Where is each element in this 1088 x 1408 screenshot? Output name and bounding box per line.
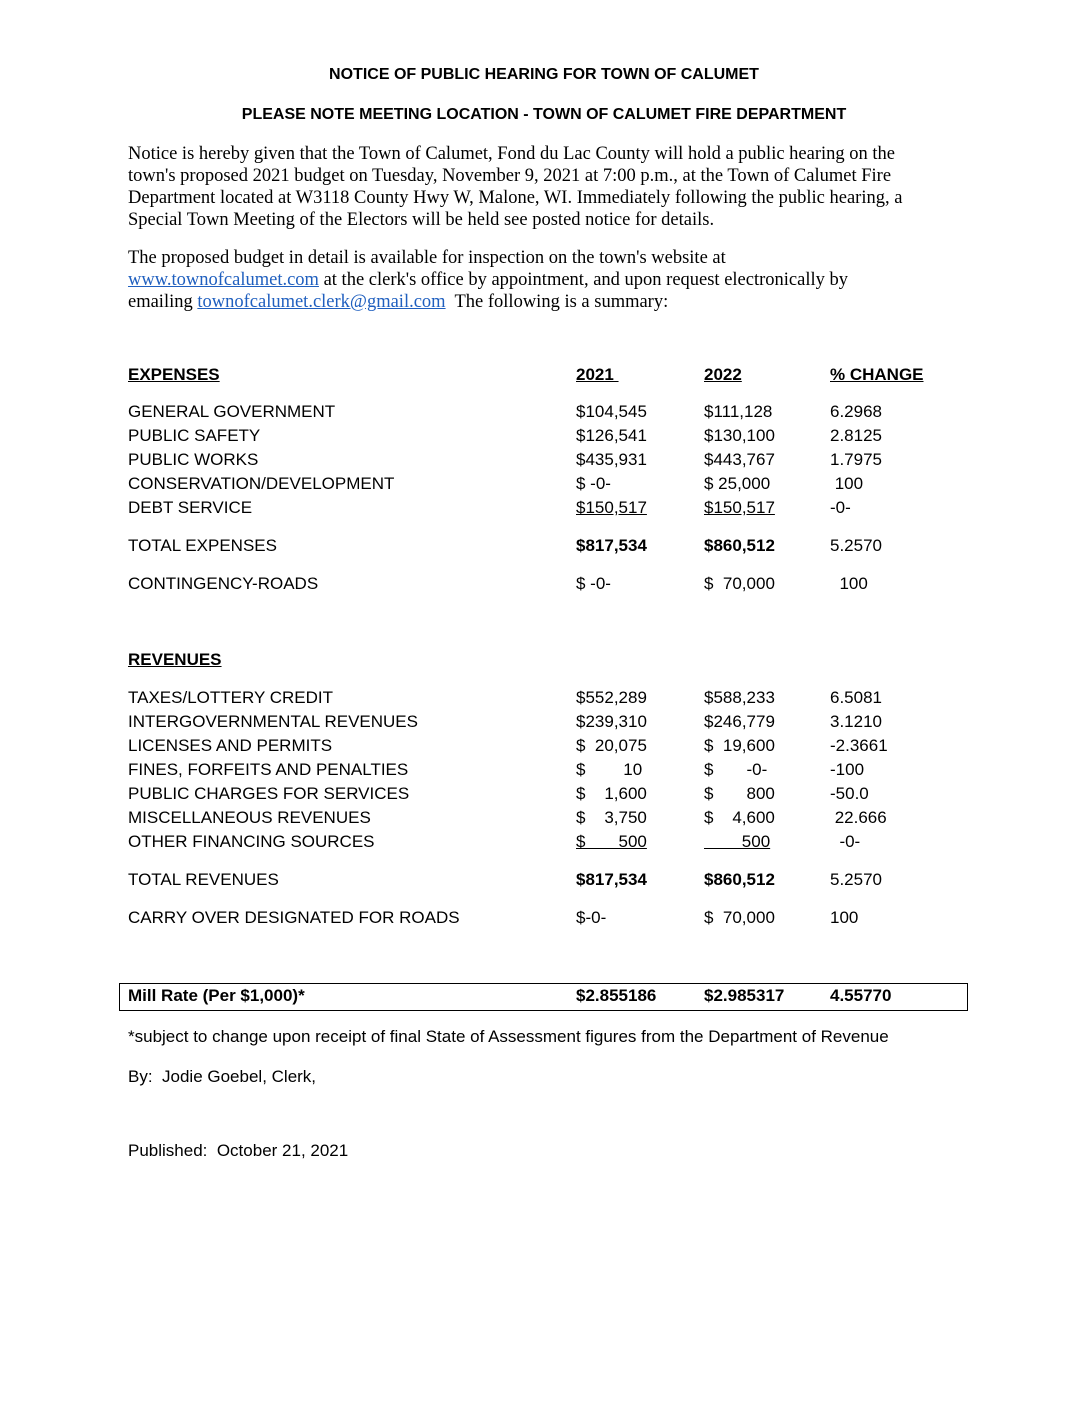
row-label: FINES, FORFEITS AND PENALTIES bbox=[128, 760, 409, 779]
value-2021: $552,289 bbox=[576, 688, 647, 707]
value-2021: $239,310 bbox=[576, 712, 647, 731]
value-2022: $443,767 bbox=[704, 450, 775, 469]
percent-change: 100 bbox=[830, 574, 868, 593]
table-row bbox=[0, 736, 1088, 758]
row-label: PUBLIC SAFETY bbox=[128, 426, 261, 445]
carry-over-row bbox=[0, 908, 1088, 930]
table-row bbox=[0, 450, 1088, 472]
table-row bbox=[0, 808, 1088, 830]
revenues-header-row bbox=[0, 650, 1088, 672]
total-revenues-row bbox=[0, 870, 1088, 892]
notice-paragraph bbox=[128, 143, 968, 231]
website-link[interactable]: www.townofcalumet.com bbox=[128, 270, 319, 290]
table-row bbox=[0, 760, 1088, 782]
row-label: PUBLIC WORKS bbox=[128, 450, 259, 469]
notice-subtitle: PLEASE NOTE MEETING LOCATION - TOWN OF CALUMET FIRE DEPARTMENT bbox=[241, 106, 847, 123]
percent-change: -50.0 bbox=[830, 784, 869, 803]
value-2022: 500 bbox=[704, 832, 771, 851]
table-row bbox=[0, 688, 1088, 710]
value-2022: $ -0- bbox=[704, 760, 768, 779]
mill-rate-2021: $2.855186 bbox=[576, 986, 657, 1005]
availability-text: at the clerk's office by appointment, and upon request electronically by bbox=[318, 270, 848, 290]
value-2022: $111,128 bbox=[704, 402, 773, 421]
expenses-header-row bbox=[0, 365, 1088, 387]
summary-text: The following is a summary: bbox=[445, 292, 669, 312]
percent-change: 100 bbox=[830, 474, 864, 493]
value-2022: $130,100 bbox=[704, 426, 775, 445]
table-row bbox=[0, 784, 1088, 806]
footnote: *subject to change upon receipt of final State of Assessment figures from the Department of Revenue bbox=[128, 1027, 889, 1046]
col-2021-heading: 2021 bbox=[576, 365, 619, 384]
percent-change: 1.7975 bbox=[830, 450, 882, 469]
notice-line: Notice is hereby given that the Town of Calumet, Fond du Lac County will hold a public hearing on the bbox=[128, 144, 895, 164]
value-2022: $860,512 bbox=[704, 870, 775, 889]
notice-title: NOTICE OF PUBLIC HEARING FOR TOWN OF CALUMET bbox=[329, 66, 759, 83]
value-2021: $ 20,075 bbox=[576, 736, 647, 755]
row-label: PUBLIC CHARGES FOR SERVICES bbox=[128, 784, 410, 803]
percent-change: -0- bbox=[830, 498, 851, 517]
value-2021: $817,534 bbox=[576, 870, 647, 889]
value-2021: $817,534 bbox=[576, 536, 647, 555]
percent-change: 2.8125 bbox=[830, 426, 882, 445]
value-2022: $ 70,000 bbox=[704, 908, 775, 927]
table-row bbox=[0, 712, 1088, 734]
value-2022: $ 800 bbox=[704, 784, 775, 803]
value-2022: $ 25,000 bbox=[704, 474, 771, 493]
percent-change: 6.5081 bbox=[830, 688, 882, 707]
value-2021: $ 10 bbox=[576, 760, 643, 779]
value-2021: $ 500 bbox=[576, 832, 647, 851]
percent-change: -0- bbox=[830, 832, 861, 851]
row-label: LICENSES AND PERMITS bbox=[128, 736, 333, 755]
total-expenses-row bbox=[0, 536, 1088, 558]
percent-change: 5.2570 bbox=[830, 536, 882, 555]
value-2021: $126,541 bbox=[576, 426, 647, 445]
value-2022: $246,779 bbox=[704, 712, 775, 731]
value-2021: $ -0- bbox=[576, 474, 611, 493]
value-2022: $150,517 bbox=[704, 498, 775, 517]
table-row bbox=[0, 474, 1088, 496]
availability-line: The proposed budget in detail is available for inspection on the town's website at bbox=[128, 248, 726, 268]
row-label: CONTINGENCY-ROADS bbox=[128, 574, 319, 593]
row-label: CONSERVATION/DEVELOPMENT bbox=[128, 474, 395, 493]
value-2021: $ 1,600 bbox=[576, 784, 647, 803]
notice-line: Special Town Meeting of the Electors will be held see posted notice for details. bbox=[128, 210, 715, 230]
row-label: TAXES/LOTTERY CREDIT bbox=[128, 688, 333, 707]
table-row bbox=[0, 402, 1088, 424]
table-row bbox=[0, 426, 1088, 448]
value-2022: $ 4,600 bbox=[704, 808, 775, 827]
percent-change: 6.2968 bbox=[830, 402, 882, 421]
availability-line-3 bbox=[128, 291, 968, 313]
mill-rate-change: 4.55770 bbox=[830, 986, 892, 1005]
value-2022: $860,512 bbox=[704, 536, 775, 555]
row-label: OTHER FINANCING SOURCES bbox=[128, 832, 375, 851]
percent-change: 22.666 bbox=[830, 808, 887, 827]
row-label: TOTAL REVENUES bbox=[128, 870, 279, 889]
row-label: GENERAL GOVERNMENT bbox=[128, 402, 336, 421]
mill-rate-label: Mill Rate (Per $1,000)* bbox=[128, 986, 305, 1005]
value-2021: $150,517 bbox=[576, 498, 647, 517]
expenses-heading: EXPENSES bbox=[128, 365, 220, 384]
percent-change: -2.3661 bbox=[830, 736, 888, 755]
row-label: DEBT SERVICE bbox=[128, 498, 253, 517]
percent-change: 3.1210 bbox=[830, 712, 882, 731]
emailing-text: emailing bbox=[128, 292, 198, 312]
value-2021: $435,931 bbox=[576, 450, 647, 469]
percent-change: 5.2570 bbox=[830, 870, 882, 889]
percent-change: 100 bbox=[830, 908, 859, 927]
row-label: INTERGOVERNMENTAL REVENUES bbox=[128, 712, 418, 731]
revenues-heading: REVENUES bbox=[128, 650, 222, 669]
row-label: MISCELLANEOUS REVENUES bbox=[128, 808, 371, 827]
value-2022: $ 19,600 bbox=[704, 736, 775, 755]
notice-line: Department located at W3118 County Hwy W, Malone, WI. Immediately following the public hearing, a bbox=[128, 188, 903, 208]
signature: By: Jodie Goebel, Clerk, bbox=[128, 1067, 317, 1086]
row-label: TOTAL EXPENSES bbox=[128, 536, 277, 555]
availability-line-2 bbox=[128, 269, 968, 291]
published-date: Published: October 21, 2021 bbox=[128, 1141, 349, 1160]
value-2021: $104,545 bbox=[576, 402, 647, 421]
percent-change: -100 bbox=[830, 760, 865, 779]
value-2022: $ 70,000 bbox=[704, 574, 775, 593]
table-row bbox=[0, 832, 1088, 854]
mill-rate-2022: $2.985317 bbox=[704, 986, 785, 1005]
table-row bbox=[0, 498, 1088, 520]
value-2021: $-0- bbox=[576, 908, 607, 927]
contingency-row bbox=[0, 574, 1088, 596]
row-label: CARRY OVER DESIGNATED FOR ROADS bbox=[128, 908, 460, 927]
col-2022-heading: 2022 bbox=[704, 365, 742, 384]
mill-rate-row bbox=[0, 986, 1088, 1008]
value-2021: $ 3,750 bbox=[576, 808, 647, 827]
budget-availability-paragraph bbox=[128, 247, 968, 313]
value-2021: $ -0- bbox=[576, 574, 611, 593]
value-2022: $588,233 bbox=[704, 688, 775, 707]
email-link[interactable]: townofcalumet.clerk@gmail.com bbox=[197, 292, 446, 312]
notice-line: town's proposed 2021 budget on Tuesday, November 9, 2021 at 7:00 p.m., at the Town of Calumet Fire bbox=[128, 166, 892, 186]
col-change-heading: % CHANGE bbox=[830, 365, 924, 384]
